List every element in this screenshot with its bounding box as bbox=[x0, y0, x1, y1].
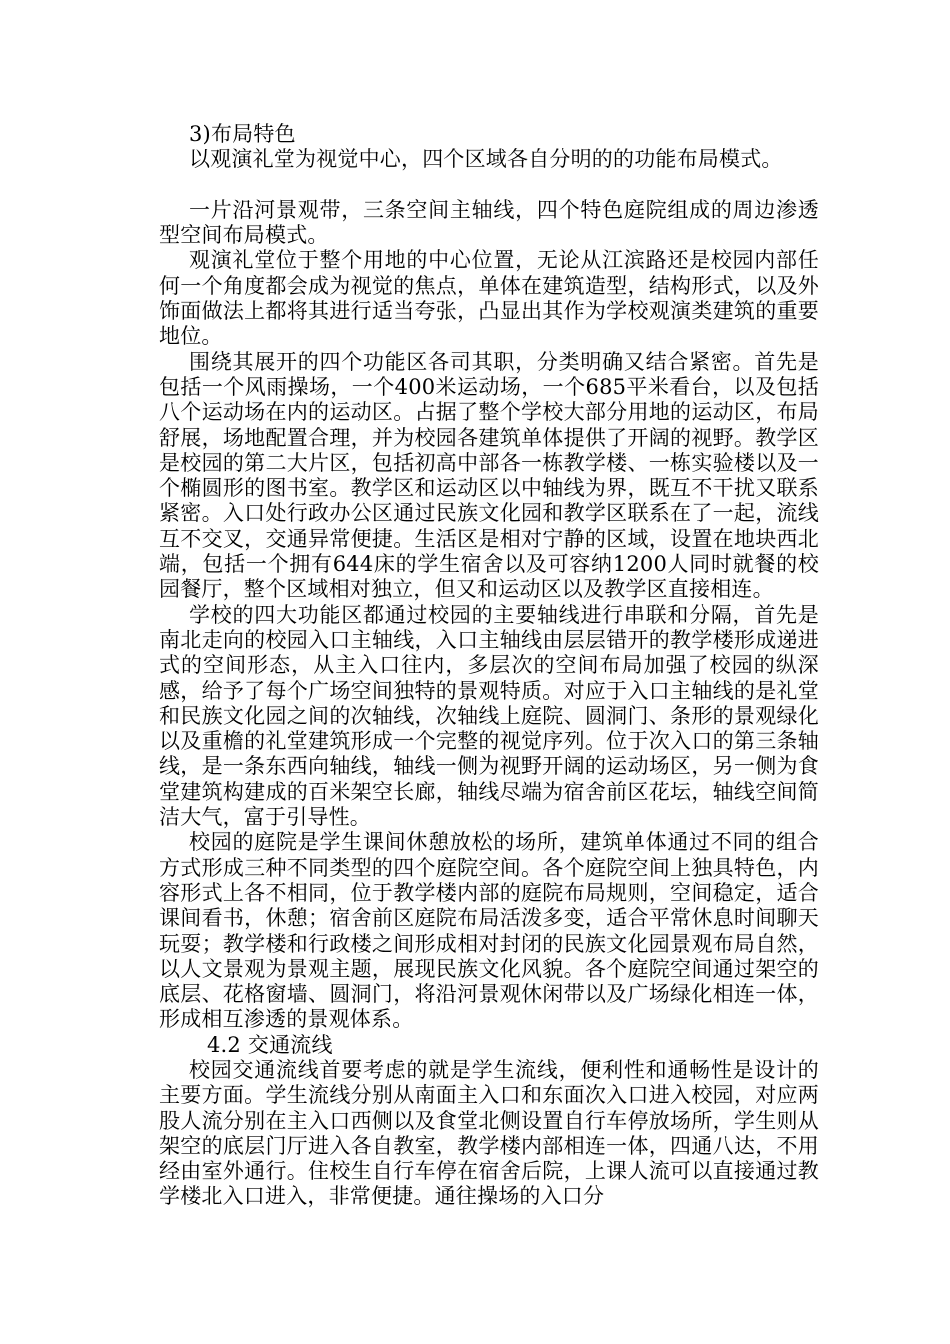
section-heading-layout: 3)布局特色 bbox=[189, 122, 296, 146]
paragraph-layout-mode: 以观演礼堂为视觉中心，四个区域各自分明的的功能布局模式。 bbox=[189, 147, 783, 172]
paragraph-auditorium: 观演礼堂位于整个用地的中心位置，无论从江滨路还是校园内部任何一个角度都会成为视觉的焦点，单体在建筑造型，结构形式，以及外饰面做法上都将其进行适当夸张，凸显出其作为学校观演类建筑的重要地位。 bbox=[159, 248, 819, 349]
paragraph-courtyards: 校园的庭院是学生课间休憩放松的场所，建筑单体通过不同的组合方式形成三种不同类型的四个庭院空间。各个庭院空间上独具特色，内容形式上各不相同，位于教学楼内部的庭院布局规则，空间稳定，适合课间看书，休憩；宿舍前区庭院布局活泼多变，适合平常休息时间聊天玩耍；教学楼和行政楼之间形成相对封闭的民族文化园景观布局自然，以人文景观为景观主题，展现民族文化风貌。各个庭院空间通过架空的底层、花格窗墙、圆洞门，将沿河景观休闲带以及广场绿化相连一体，形成相互渗透的景观体系。 bbox=[159, 830, 819, 1032]
blank-line bbox=[159, 173, 819, 198]
document-body bbox=[159, 122, 819, 1210]
paragraph-traffic: 校园交通流线首要考虑的就是学生流线，便利性和通畅性是设计的主要方面。学生流线分别从南面主入口和东面次入口进入校园，对应两股人流分别在主入口西侧以及食堂北侧设置自行车停放场所，学生则从架空的底层门厅进入各自教室，教学楼内部相连一体，四通八达，不用经由室外通行。住校生自行车停在宿舍后院，上课人流可以直接通过教学楼北入口进入，非常便捷。通往操场的入口分 bbox=[159, 1057, 819, 1209]
paragraph-spatial-band: 一片沿河景观带，三条空间主轴线，四个特色庭院组成的周边渗透型空间布局模式。 bbox=[159, 197, 819, 248]
paragraph-axes: 学校的四大功能区都通过校园的主要轴线进行串联和分隔，首先是南北走向的校园入口主轴线，入口主轴线由层层错开的教学楼形成递进式的空间形态，从主入口往内，多层次的空间布局加强了校园的纵深感，给予了每个广场空间独特的景观特质。对应于入口主轴线的是礼堂和民族文化园之间的次轴线，次轴线上庭院、圆洞门、条形的景观绿化以及重檐的礼堂建筑形成一个完整的视觉序列。位于次入口的第三条轴线，是一条东西向轴线，轴线一侧为视野开阔的运动场区，另一侧为食堂建筑构建成的百米架空长廊，轴线尽端为宿舍前区花坛，轴线空间简洁大气，富于引导性。 bbox=[159, 602, 819, 830]
paragraph-functional-zones: 围绕其展开的四个功能区各司其职，分类明确又结合紧密。首先是包括一个风雨操场，一个400米运动场，一个685平米看台，以及包括八个运动场在内的运动区。占据了整个学校大部分用地的运动区，布局舒展，场地配置合理，并为校园各建筑单体提供了开阔的视野。教学区是校园的第二大片区，包括初高中部各一栋教学楼、一栋实验楼以及一个椭圆形的图书室。教学区和运动区以中轴线为界，既互不干扰又联系紧密。入口处行政办公区通过民族文化园和教学区联系在了一起，流线互不交叉，交通异常便捷。生活区是相对宁静的区域，设置在地块西北端，包括一个拥有644床的学生宿舍以及可容纳1200人同时就餐的校园餐厅，整个区域相对独立，但又和运动区以及教学区直接相连。 bbox=[159, 349, 819, 602]
section-heading-traffic: 4.2 交通流线 bbox=[207, 1032, 333, 1057]
